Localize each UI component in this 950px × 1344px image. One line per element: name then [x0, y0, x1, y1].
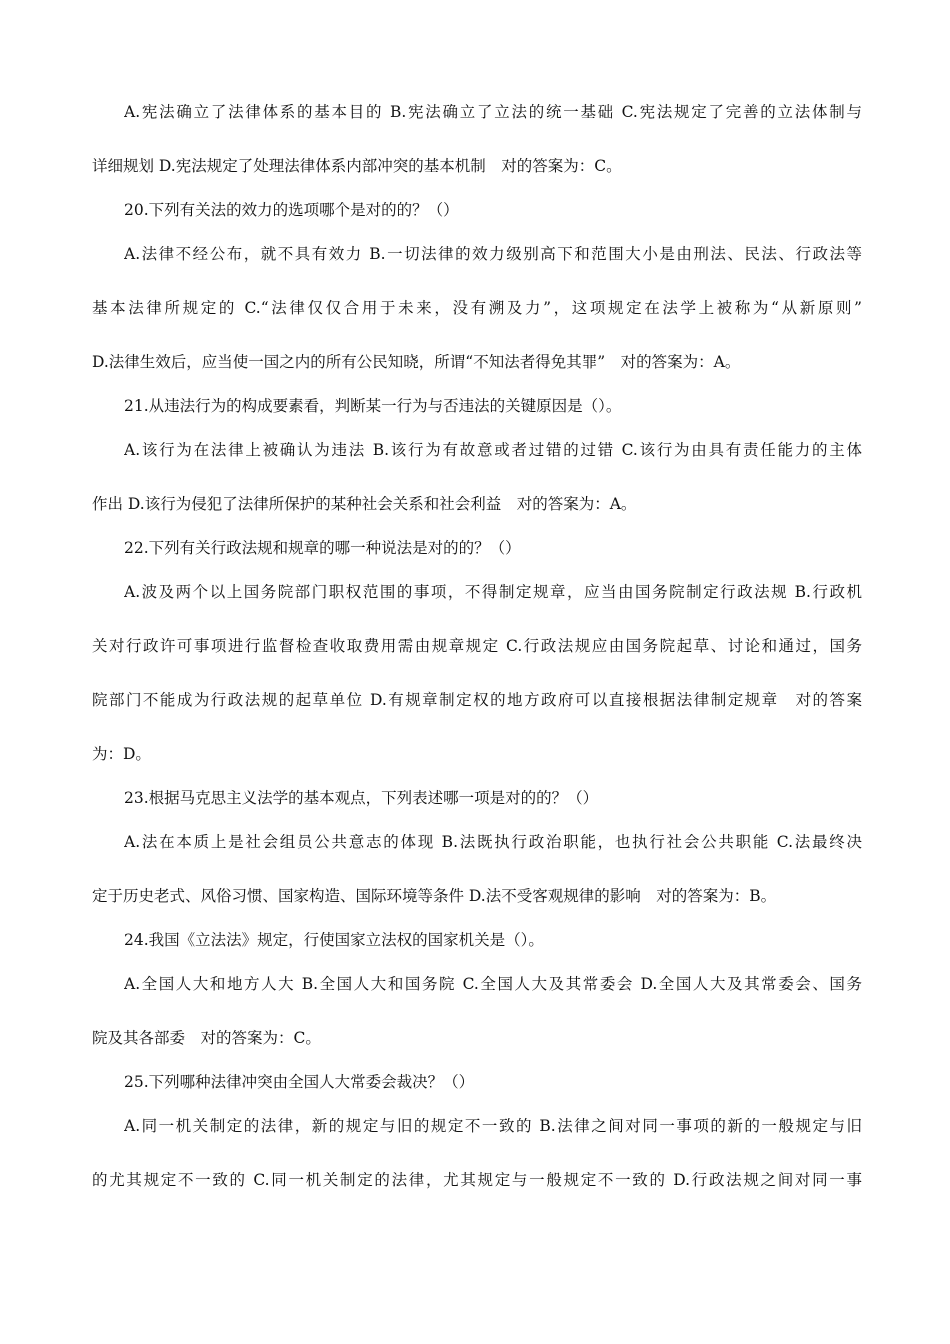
text-line: A.该行为在法律上被确认为违法 B.该行为有故意或者过错的过错 C.该行为由具有责任能力的主体: [124, 441, 862, 459]
question-heading: 25.下列哪种法律冲突由全国人大常委会裁决？（）: [124, 1073, 475, 1091]
text-line: 的尤其规定不一致的 C.同一机关制定的法律，尤其规定与一般规定不一致的 D.行政法规之间对同一事: [92, 1171, 862, 1189]
text-line: A.法律不经公布，就不具有效力 B.一切法律的效力级别高下和范围大小是由刑法、民法、行政法等: [124, 245, 862, 263]
question-heading: 24.我国《立法法》规定，行使国家立法权的国家机关是（）。: [124, 931, 544, 949]
text-line: 为：D。: [92, 745, 151, 763]
text-line: A.同一机关制定的法律，新的规定与旧的规定不一致的 B.法律之间对同一事项的新的一般规定与旧: [124, 1117, 862, 1135]
text-line: D.法律生效后，应当使一国之内的所有公民知晓，所谓“不知法者得免其罪” 对的答案为：A。: [92, 353, 741, 371]
text-line: A.宪法确立了法律体系的基本目的 B.宪法确立了立法的统一基础 C.宪法规定了完善的立法体制与: [124, 103, 862, 121]
text-line: A.法在本质上是社会组员公共意志的体现 B.法既执行政治职能，也执行社会公共职能 C.法最终决: [124, 833, 862, 851]
text-line: 院及其各部委 对的答案为：C。: [92, 1029, 321, 1047]
question-heading: 23.根据马克思主义法学的基本观点，下列表述哪一项是对的的？（）: [124, 789, 599, 807]
question-heading: 21.从违法行为的构成要素看，判断某一行为与否违法的关键原因是（）。: [124, 397, 622, 415]
text-line: 基本法律所规定的 C.“法律仅仅合用于未来，没有溯及力”，这项规定在法学上被称为“从新原则”: [92, 299, 862, 317]
text-line: 详细规划 D.宪法规定了处理法律体系内部冲突的基本机制 对的答案为：C。: [92, 157, 622, 175]
text-line: 定于历史老式、风俗习惯、国家构造、国际环境等条件 D.法不受客观规律的影响 对的答案为：B。: [92, 887, 777, 905]
text-line: 作出 D.该行为侵犯了法律所保护的某种社会关系和社会利益 对的答案为：A。: [92, 495, 637, 513]
question-heading: 20.下列有关法的效力的选项哪个是对的的？（）: [124, 201, 459, 219]
text-line: A.波及两个以上国务院部门职权范围的事项，不得制定规章，应当由国务院制定行政法规 B.行政机: [124, 583, 862, 601]
text-line: 院部门不能成为行政法规的起草单位 D.有规章制定权的地方政府可以直接根据法律制定规章 对的答案: [92, 691, 862, 709]
text-line: 关对行政许可事项进行监督检查收取费用需由规章规定 C.行政法规应由国务院起草、讨论和通过，国务: [92, 637, 862, 655]
question-heading: 22.下列有关行政法规和规章的哪一种说法是对的的？（）: [124, 539, 521, 557]
text-line: A.全国人大和地方人大 B.全国人大和国务院 C.全国人大及其常委会 D.全国人大及其常委会、国务: [124, 975, 862, 993]
